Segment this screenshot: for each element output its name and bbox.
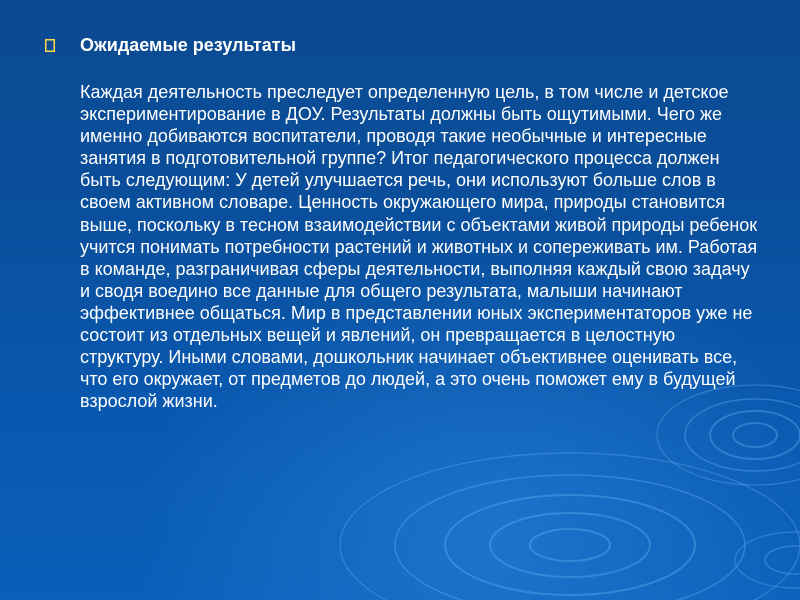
slide-body-text: Каждая деятельность преследует определенную цель, в том числе и детское экспериментирование в ДОУ. Результаты должны быть ощутимыми. Чего же именно добиваются воспитатели, проводя такие необычные и интересные занятия в подготовительной группе? Итог педагогического процесса должен быть следующим: У детей улучшается речь, они используют больше слов в своем активном словаре. Ценность окружающего мира, природы становится выше, поскольку в тесном взаимодействии с объектами живой природы ребенок учится понимать потребности растений и животных и сопереживать им. Работая в команде, разграничивая сферы деятельности, выполняя каждый свою задачу и сводя воедино все данные для общего результата, малыши начинают эффективнее общаться. Мир в представлении юных экспериментаторов уже не состоит из отдельных вещей и явлений, он превращается в целостную структуру. Иными словами, дошкольник начинает объективнее оценивать все, что его окружает, от предметов до людей, а это очень поможет ему в будущей взрослой жизни. <box>80 82 758 412</box>
bullet-square-icon <box>44 38 56 52</box>
slide-heading: Ожидаемые результаты <box>80 35 296 55</box>
heading-row <box>44 34 764 56</box>
